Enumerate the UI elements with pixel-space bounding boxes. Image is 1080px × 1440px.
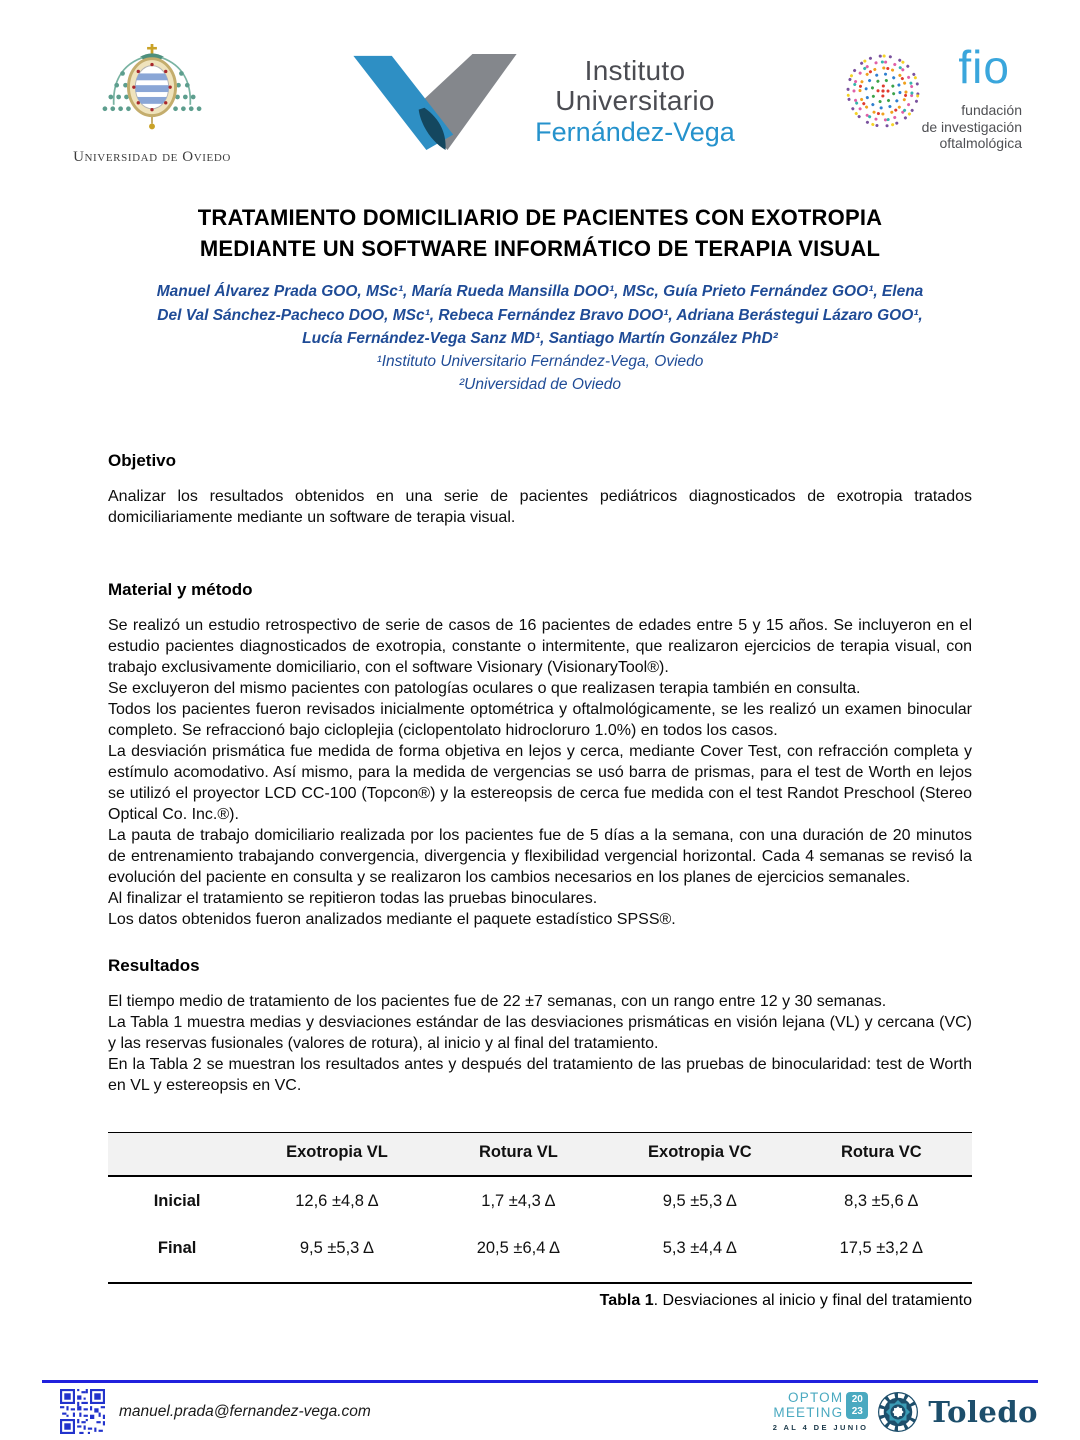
table-1-header-rotura-vl: Rotura VL <box>428 1132 609 1176</box>
material-paragraph-6: Al finalizar el tratamiento se repitieron todas las pruebas binoculares. <box>108 889 598 907</box>
resultados-paragraph-2: La Tabla 1 muestra medias y desviaciones estándar de las desviaciones prismáticas en visión lejana (VL) y cercana (VC) y las reservas fusionales (valores de rotura), al inicio y al final del tratamiento. <box>108 1013 972 1052</box>
cell-final-rotura-vl: 20,5 ±6,4 Δ <box>476 1238 561 1257</box>
authors-line-3: Lucía Fernández-Vega Sanz MD¹, Santiago Martín González PhD² <box>302 329 778 347</box>
toledo-rosette-icon <box>877 1391 919 1433</box>
optom-meeting-logo <box>773 1391 869 1432</box>
fernandez-vega-logo <box>351 54 735 150</box>
footer-event-logos <box>773 1391 1038 1433</box>
affiliation-1: ¹Instituto Universitario Fernández-Vega, Oviedo <box>376 353 704 371</box>
row-label-inicial: Inicial <box>153 1191 201 1210</box>
poster-body <box>0 451 1080 1310</box>
optom-year-bottom: 23 <box>851 1405 863 1417</box>
row-label-final: Final <box>157 1238 197 1257</box>
uniovi-crest-icon <box>93 44 211 146</box>
fio-acronym: fio <box>958 41 1010 93</box>
fernandez-vega-wordmark <box>535 54 735 148</box>
fio-word-line2: de investigación <box>921 118 1022 135</box>
table-row-final <box>108 1223 972 1283</box>
fio-wordmark <box>922 102 1022 152</box>
material-paragraph-5: La pauta de trabajo domiciliario realizada por los pacientes fue de 5 días a la semana, con una duración de 20 minutos de entrenamiento trabajando convergencia, divergencia y flexibilidad vergencial horizontal. Cada 4 semanas se revisó la evolución del paciente en consulta y se realizaron los cambios necesarios en los planes de ejercicios semanales. <box>108 826 972 886</box>
resultados-paragraph-3: En la Tabla 2 se muestran los resultados antes y después del tratamiento de las pruebas de binocularidad: test de Worth en VL y estereopsis en VC. <box>108 1055 972 1094</box>
table-1-header <box>108 1132 972 1176</box>
footer-contact <box>60 1389 371 1434</box>
toledo-wordmark: Toledo <box>928 1394 1038 1429</box>
uniovi-logo <box>62 44 242 166</box>
table-1-caption <box>108 1292 972 1310</box>
authors-line-2: Del Val Sánchez-Pacheco DOO, MSc¹, Rebeca Fernández Bravo DOO¹, Adriana Berástegui Lázaro GOO¹, <box>157 306 923 324</box>
footer-divider <box>42 1380 1038 1383</box>
table-1 <box>108 1132 972 1284</box>
material-paragraph-7: Los datos obtenidos fueron analizados mediante el paquete estadístico SPSS®. <box>108 910 676 928</box>
resultados-paragraph-1: El tiempo medio de tratamiento de los pacientes fue de 22 ±7 semanas, con un rango entre 12 y 30 semanas. <box>108 992 887 1010</box>
material-paragraph-3: Todos los pacientes fueron revisados inicialmente optométrica y oftalmológicamente, se les realizó un examen binocular completo. Se refraccionó bajo cicloplejia (ciclopentolato hidrocloruro 1.0%) en todos los casos. <box>108 700 972 739</box>
cell-final-exotropia-vc: 5,3 ±4,4 Δ <box>662 1238 737 1257</box>
optom-word-2: MEETING <box>773 1404 844 1420</box>
cell-final-rotura-vc: 17,5 ±3,2 Δ <box>839 1238 923 1257</box>
cell-inicial-exotropia-vc: 9,5 ±5,3 Δ <box>662 1191 737 1210</box>
ifv-word-universitario: Universitario <box>555 84 715 116</box>
table-1-header-rotura-vc: Rotura VC <box>791 1132 972 1176</box>
fio-dots-icon <box>844 52 922 130</box>
table-row-inicial <box>108 1176 972 1223</box>
author-block <box>0 280 1080 396</box>
objetivo-heading: Objetivo <box>108 450 177 470</box>
cell-inicial-rotura-vl: 1,7 ±4,3 Δ <box>481 1191 556 1210</box>
poster-title <box>0 202 1080 264</box>
fio-word-line3: oftalmológica <box>939 135 1022 152</box>
fernandez-vega-v-icon <box>351 54 519 150</box>
contact-email: manuel.prada@fernandez-vega.com <box>119 1402 371 1420</box>
material-paragraph-4: La desviación prismática fue medida de forma objetiva en lejos y cerca, mediante Cover Test, con refracción completa y estímulo acomodativo. Así mismo, para la medida de vergencias se usó barra de prismas, para el test de Worth en lejos se utilizó el proyector LCD CC-100 (Topcon®) y la estereopsis de cerca fue medida con el test Randot Preschool (Stereo Optical Co. Inc.®). <box>108 742 972 823</box>
optom-word-1: OPTOM <box>788 1389 844 1405</box>
uniovi-label: Universidad de Oviedo <box>73 149 231 165</box>
objetivo-paragraph: Analizar los resultados obtenidos en una serie de pacientes pediátricos diagnosticados de exotropia tratados domiciliariamente mediante un software de terapia visual. <box>108 487 972 526</box>
affiliation-2: ²Universidad de Oviedo <box>459 376 621 394</box>
title-line-1: TRATAMIENTO DOMICILIARIO DE PACIENTES CON EXOTROPIA <box>197 205 883 230</box>
table-1-caption-text: . Desviaciones al inicio y final del tratamiento <box>653 1291 972 1309</box>
resultados-heading: Resultados <box>108 955 200 975</box>
optom-year-badge <box>846 1392 868 1419</box>
title-line-2: MEDIANTE UN SOFTWARE INFORMÁTICO DE TERAPIA VISUAL <box>199 236 881 262</box>
ifv-word-fernandez-vega: Fernández-Vega <box>535 117 735 148</box>
fio-logo <box>844 41 1022 174</box>
table-1-caption-label: Tabla 1 <box>599 1291 654 1309</box>
table-1-header-empty <box>108 1132 246 1176</box>
ifv-word-instituto: Instituto <box>584 55 686 86</box>
table-1-header-exotropia-vc: Exotropia VC <box>609 1132 790 1176</box>
optom-year-top: 20 <box>851 1394 863 1405</box>
material-paragraph-1: Se realizó un estudio retrospectivo de serie de casos de 16 pacientes de edades entre 5 y 15 años. Se incluyeron en el estudio pacientes diagnosticados de exotropia, constante o intermitente, que realizaron ejercicios de terapia visual, con trabajo exclusivamente domiciliario, con el software Visionary (VisionaryTool®). <box>108 616 972 676</box>
cell-inicial-exotropia-vl: 12,6 ±4,8 Δ <box>295 1191 379 1210</box>
cell-inicial-rotura-vc: 8,3 ±5,6 Δ <box>844 1191 919 1210</box>
cell-final-exotropia-vl: 9,5 ±5,3 Δ <box>299 1238 375 1257</box>
material-paragraph-2: Se excluyeron del mismo pacientes con patologías oculares o que realizasen terapia también en consulta. <box>108 679 861 697</box>
qr-code-icon <box>60 1389 105 1434</box>
table-1-header-exotropia-vl: Exotropia VL <box>246 1132 427 1176</box>
optom-dates: 2 AL 4 DE JUNIO <box>772 1423 869 1433</box>
header-logos <box>0 0 1080 174</box>
fio-word-line1: fundación <box>961 102 1022 118</box>
material-heading: Material y método <box>108 579 253 599</box>
footer <box>0 1380 1080 1440</box>
authors-line-1: Manuel Álvarez Prada GOO, MSc¹, María Rueda Mansilla DOO¹, MSc, Guía Prieto Fernández GOO¹, Elena <box>156 283 924 301</box>
